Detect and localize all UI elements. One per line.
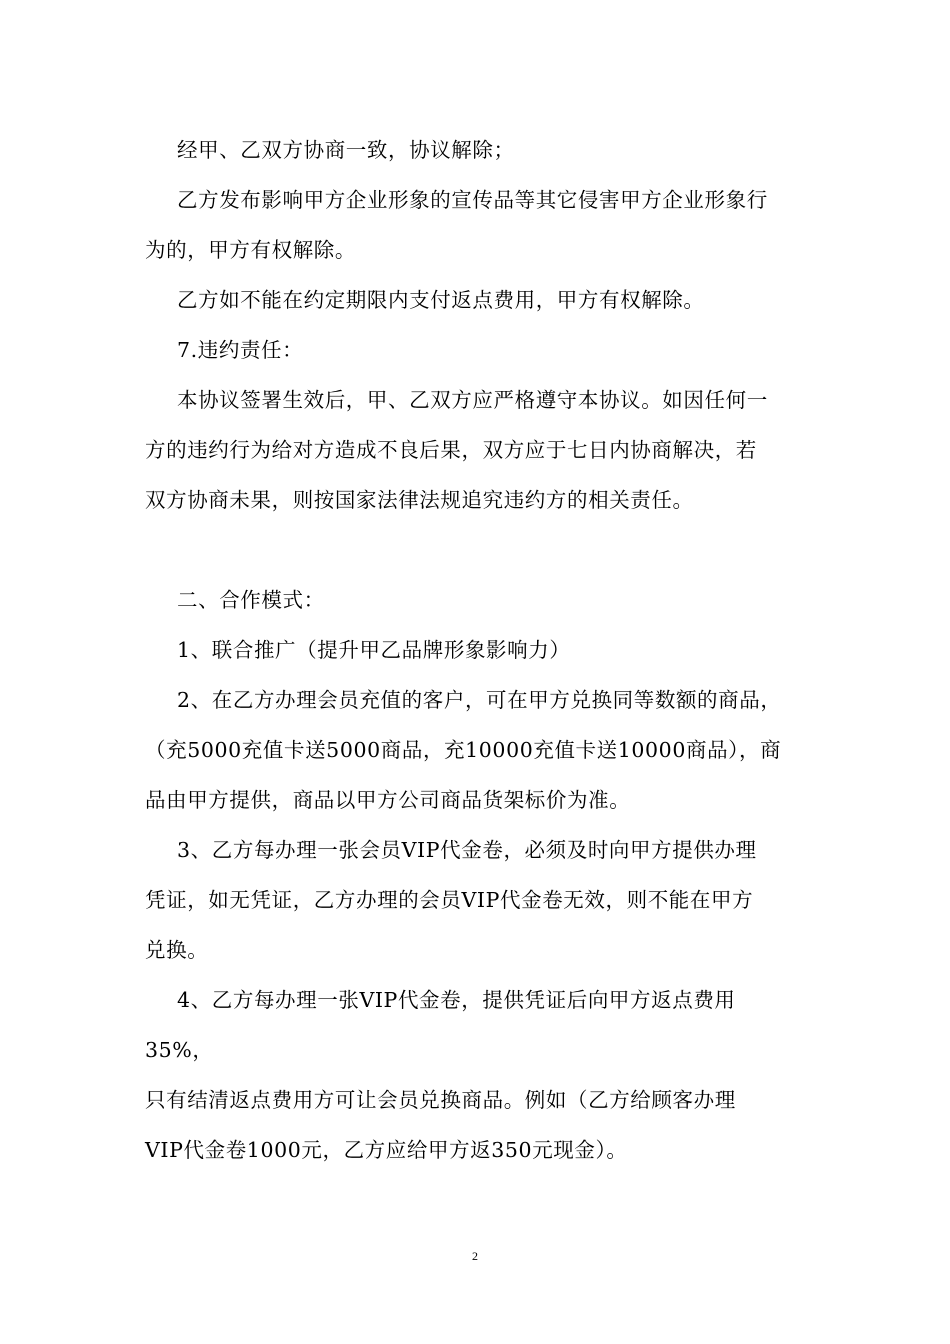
- text-line: 本协议签署生效后，甲、乙双方应严格遵守本协议。如因任何一: [177, 388, 768, 412]
- text-line: 1、联合推广（提升甲乙品牌形象影响力）: [177, 638, 571, 662]
- text-line: 3、乙方每办理一张会员VIP代金卷，必须及时向甲方提供办理: [177, 838, 757, 862]
- section-heading: 7.违约责任：: [177, 338, 304, 362]
- text-line: （充5000充值卡送5000商品，充10000充值卡送10000商品），商: [145, 738, 782, 762]
- text-line: 乙方发布影响甲方企业形象的宣传品等其它侵害甲方企业形象行: [177, 188, 768, 212]
- text-line: 品由甲方提供，商品以甲方公司商品货架标价为准。: [145, 788, 631, 812]
- text-line: 乙方如不能在约定期限内支付返点费用，甲方有权解除。: [177, 288, 705, 312]
- text-line: 方的违约行为给对方造成不良后果，双方应于七日内协商解决，若: [145, 438, 757, 462]
- text-line: VIP代金卷1000元，乙方应给甲方返350元现金）。: [145, 1138, 628, 1162]
- text-line: 凭证，如无凭证，乙方办理的会员VIP代金卷无效，则不能在甲方: [145, 888, 754, 912]
- text-line: 35%，: [145, 1038, 214, 1062]
- text-line: 只有结清返点费用方可让会员兑换商品。例如（乙方给顾客办理: [145, 1088, 736, 1112]
- text-line: 为的，甲方有权解除。: [145, 238, 356, 262]
- section-heading: 二、合作模式：: [177, 588, 325, 612]
- text-line: 兑换。: [145, 938, 209, 962]
- text-line: 双方协商未果，则按国家法律法规追究违约方的相关责任。: [145, 488, 694, 512]
- page-number: 2: [472, 1249, 478, 1263]
- text-line: 4、乙方每办理一张VIP代金卷，提供凭证后向甲方返点费用: [177, 988, 736, 1012]
- text-line: 2、在乙方办理会员充值的客户，可在甲方兑换同等数额的商品，: [177, 688, 782, 712]
- text-line: 经甲、乙双方协商一致，协议解除；: [177, 138, 515, 162]
